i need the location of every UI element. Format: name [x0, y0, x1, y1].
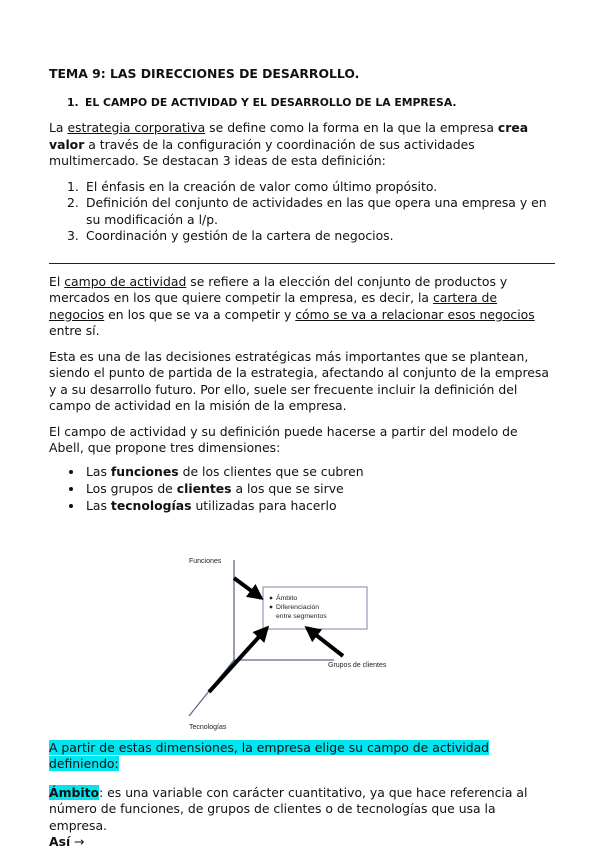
abell-diagram [49, 544, 555, 734]
underlined-term: campo de actividad [64, 273, 187, 289]
box-item-segmentos: entre segmentos [276, 612, 327, 620]
text-run: a través de la configuración y coordinación de sus actividades multimercado. Se destacan 3 ideas de esta definición: [49, 136, 475, 168]
list-item [49, 228, 555, 245]
text-run: de los clientes que se cubren [178, 463, 364, 479]
box-item-diferenciacion: Diferenciación [276, 603, 320, 611]
text-run: Las [86, 463, 111, 479]
list-number: 2. [67, 195, 79, 210]
ideas-list [49, 179, 555, 245]
title-dot: . [354, 66, 360, 81]
list-item [49, 179, 555, 196]
underlined-term: cómo se va a relacionar esos negocios [295, 306, 535, 322]
highlight-text: A partir de estas dimensiones, la empresa elige su campo de actividad definiendo: [49, 739, 490, 771]
bold-term: crea valor [49, 120, 529, 152]
section-heading [67, 95, 555, 112]
asi-term: Así [49, 834, 71, 849]
paragraph-ambito [49, 785, 555, 851]
list-item [49, 463, 555, 480]
text-run: El [49, 273, 65, 289]
arrow-from-funciones [234, 578, 261, 598]
arrow-glyph: → [70, 834, 85, 849]
bullet-dot [270, 596, 273, 599]
bold-term: clientes [176, 480, 232, 496]
label-funciones: Funciones [189, 557, 222, 565]
document-title [49, 66, 555, 83]
label-grupos-clientes: Grupos de clientes [328, 661, 387, 669]
list-item [49, 480, 555, 497]
divider [49, 263, 555, 264]
bold-term: tecnologías [110, 497, 192, 513]
label-tecnologias: Tecnologías [189, 723, 227, 731]
arrow-from-clientes [307, 628, 343, 656]
text-run: utilizadas para hacerlo [191, 497, 337, 513]
text-run: entre sí. [49, 323, 100, 338]
abell-model-figure [49, 544, 555, 734]
list-number: 1. [67, 178, 79, 194]
list-number: 3. [67, 228, 79, 243]
ambito-term: Ámbito [49, 784, 100, 800]
title-text: TEMA 9: LAS DIRECCIONES DE DESARROLLO [49, 66, 355, 81]
paragraph-abell: El campo de actividad y su definición puede hacerse a partir del modelo de Abell, que propone tres dimensiones: [49, 423, 518, 455]
text-run: se refiere a la elección del conjunto de productos y mercados en los que quiere competir la empresa, es decir, la [49, 273, 508, 305]
text-run: : es una variable con carácter cuantitativo, ya que hace referencia al número de funciones, de grupos de clientes o de tecnologías que usa la empresa. [49, 784, 528, 833]
bullet-dot [270, 605, 273, 608]
list-item [49, 497, 555, 514]
list-item-text: Coordinación y gestión de la cartera de negocios. [86, 228, 394, 243]
highlighted-sentence [49, 740, 555, 773]
section-heading-text: EL CAMPO DE ACTIVIDAD Y EL DESARROLLO DE LA EMPRESA. [85, 95, 457, 109]
list-item [49, 195, 555, 228]
list-item-text: Definición del conjunto de actividades en las que opera una empresa y en su modificación a l/p. [86, 195, 547, 227]
list-item-text: El énfasis en la creación de valor como último propósito. [86, 178, 438, 194]
text-run: Las [86, 497, 111, 513]
paragraph-campo [49, 274, 555, 340]
paragraph-decisiones: Esta es una de las decisiones estratégicas más importantes que se plantean, siendo el punto de partida de la estrategia, afectando al conjunto de la empresa y a su desarrollo futuro. Por ello, suele ser frecuente incluir la definición del campo de actividad en la misión de la empresa. [49, 348, 549, 413]
underlined-term: estrategia corporativa [67, 120, 206, 135]
paragraph-estrategia [49, 120, 555, 170]
text-run: La [49, 120, 68, 135]
document-page [49, 66, 555, 851]
bold-term: funciones [110, 463, 179, 479]
box-item-ambito: Ámbito [276, 594, 298, 602]
section-number: 1. [67, 95, 79, 109]
text-run: a los que se sirve [231, 480, 344, 496]
text-run: se define como la forma en la que la empresa [205, 120, 498, 135]
text-run: en los que se va a competir y [104, 306, 296, 322]
underlined-term: cartera de negocios [49, 290, 498, 322]
text-run: Los grupos de [86, 480, 177, 496]
dimensions-list [49, 463, 555, 514]
